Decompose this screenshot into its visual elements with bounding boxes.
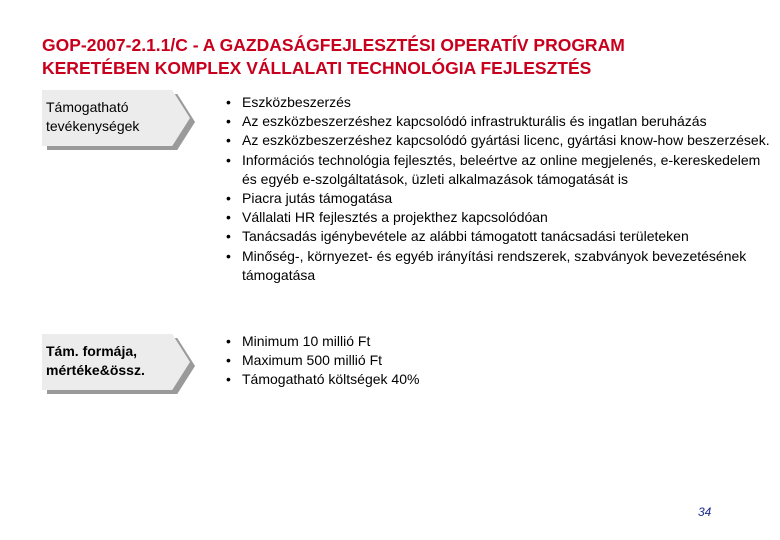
title-line-1: GOP-2007-2.1.1/C - A GAZDASÁGFEJLESZTÉSI OPERATÍV PROGRAM	[42, 35, 625, 55]
list-item: • Vállalati HR fejlesztés a projekthez kapcsolódóan	[226, 209, 548, 226]
list-item: • Információs technológia fejlesztés, beleértve az online megjelenés, e-kereskedelem és egyéb e-szolgáltatások, üzleti alkalmazások támogatását is	[226, 151, 761, 187]
list-item: • Az eszközbeszerzéshez kapcsolódó infrastrukturális és ingatlan beruházás	[226, 113, 707, 130]
list-item: • Támogatható költségek 40%	[226, 371, 420, 388]
list-item: • Eszközbeszerzés	[226, 94, 351, 110]
support-form-list	[222, 332, 772, 390]
section-label-line-2: mértéke&össz.	[46, 362, 145, 378]
list-item: • Minőség-, környezet- és egyéb irányítási rendszerek, szabványok bevezetésének támogatása	[226, 247, 747, 283]
section-label-line-1: Támogatható	[46, 99, 129, 115]
list-item: • Piacra jutás támogatása	[226, 190, 393, 207]
list-item: • Tanácsadás igénybevétele az alábbi támogatott tanácsadási területeken	[226, 228, 689, 245]
activities-list	[222, 93, 772, 285]
list-item: • Az eszközbeszerzéshez kapcsolódó gyártási licenc, gyártási know-how beszerzések.	[226, 132, 770, 149]
title-line-2: KERETÉBEN KOMPLEX VÁLLALATI TECHNOLÓGIA FEJLESZTÉS	[42, 58, 592, 78]
list-item: • Minimum 10 millió Ft	[226, 333, 371, 349]
section-label-line-2: tevékenységek	[46, 118, 140, 134]
list-item: • Maximum 500 millió Ft	[226, 352, 383, 369]
page-title	[42, 34, 762, 80]
page-number: 34	[698, 505, 712, 519]
section-label-line-1: Tám. formája,	[46, 343, 138, 359]
